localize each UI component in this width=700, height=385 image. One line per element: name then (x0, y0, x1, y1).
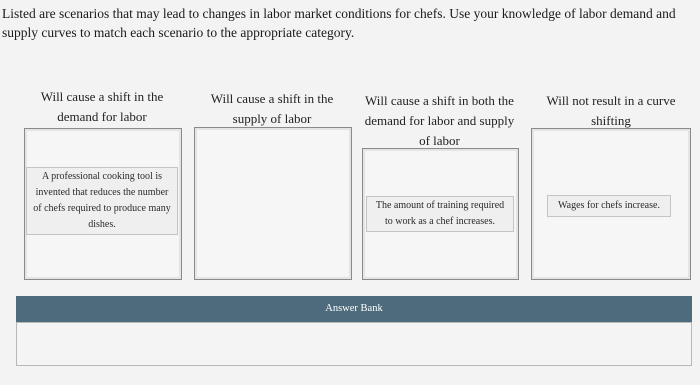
instructions-text: Listed are scenarios that may lead to changes in labor market conditions for chefs. Use your knowledge of labor demand and supply curves to match each scenario to the appropriate category. (2, 6, 676, 40)
category-header-none: Will not result in a curve shifting (546, 93, 676, 128)
category-header-both: Will cause a shift in both the demand for labor and supply of labor (364, 93, 515, 148)
answer-bank-label: Answer Bank (325, 303, 383, 314)
drop-zone-supply[interactable] (194, 127, 352, 280)
scenario-card-wages-increase[interactable]: Wages for chefs increase. (547, 195, 671, 217)
category-header-demand: Will cause a shift in the demand for labor (40, 89, 164, 124)
category-header-supply: Will cause a shift in the supply of labor (210, 91, 334, 126)
scenario-card-training-required[interactable]: The amount of training required to work as a chef increases. (366, 196, 514, 232)
scenario-card-cooking-tool[interactable]: A professional cooking tool is invented that reduces the number of chefs required to produce many dishes. (26, 167, 178, 235)
answer-bank-area[interactable] (16, 322, 692, 366)
answer-bank-header (16, 296, 692, 322)
